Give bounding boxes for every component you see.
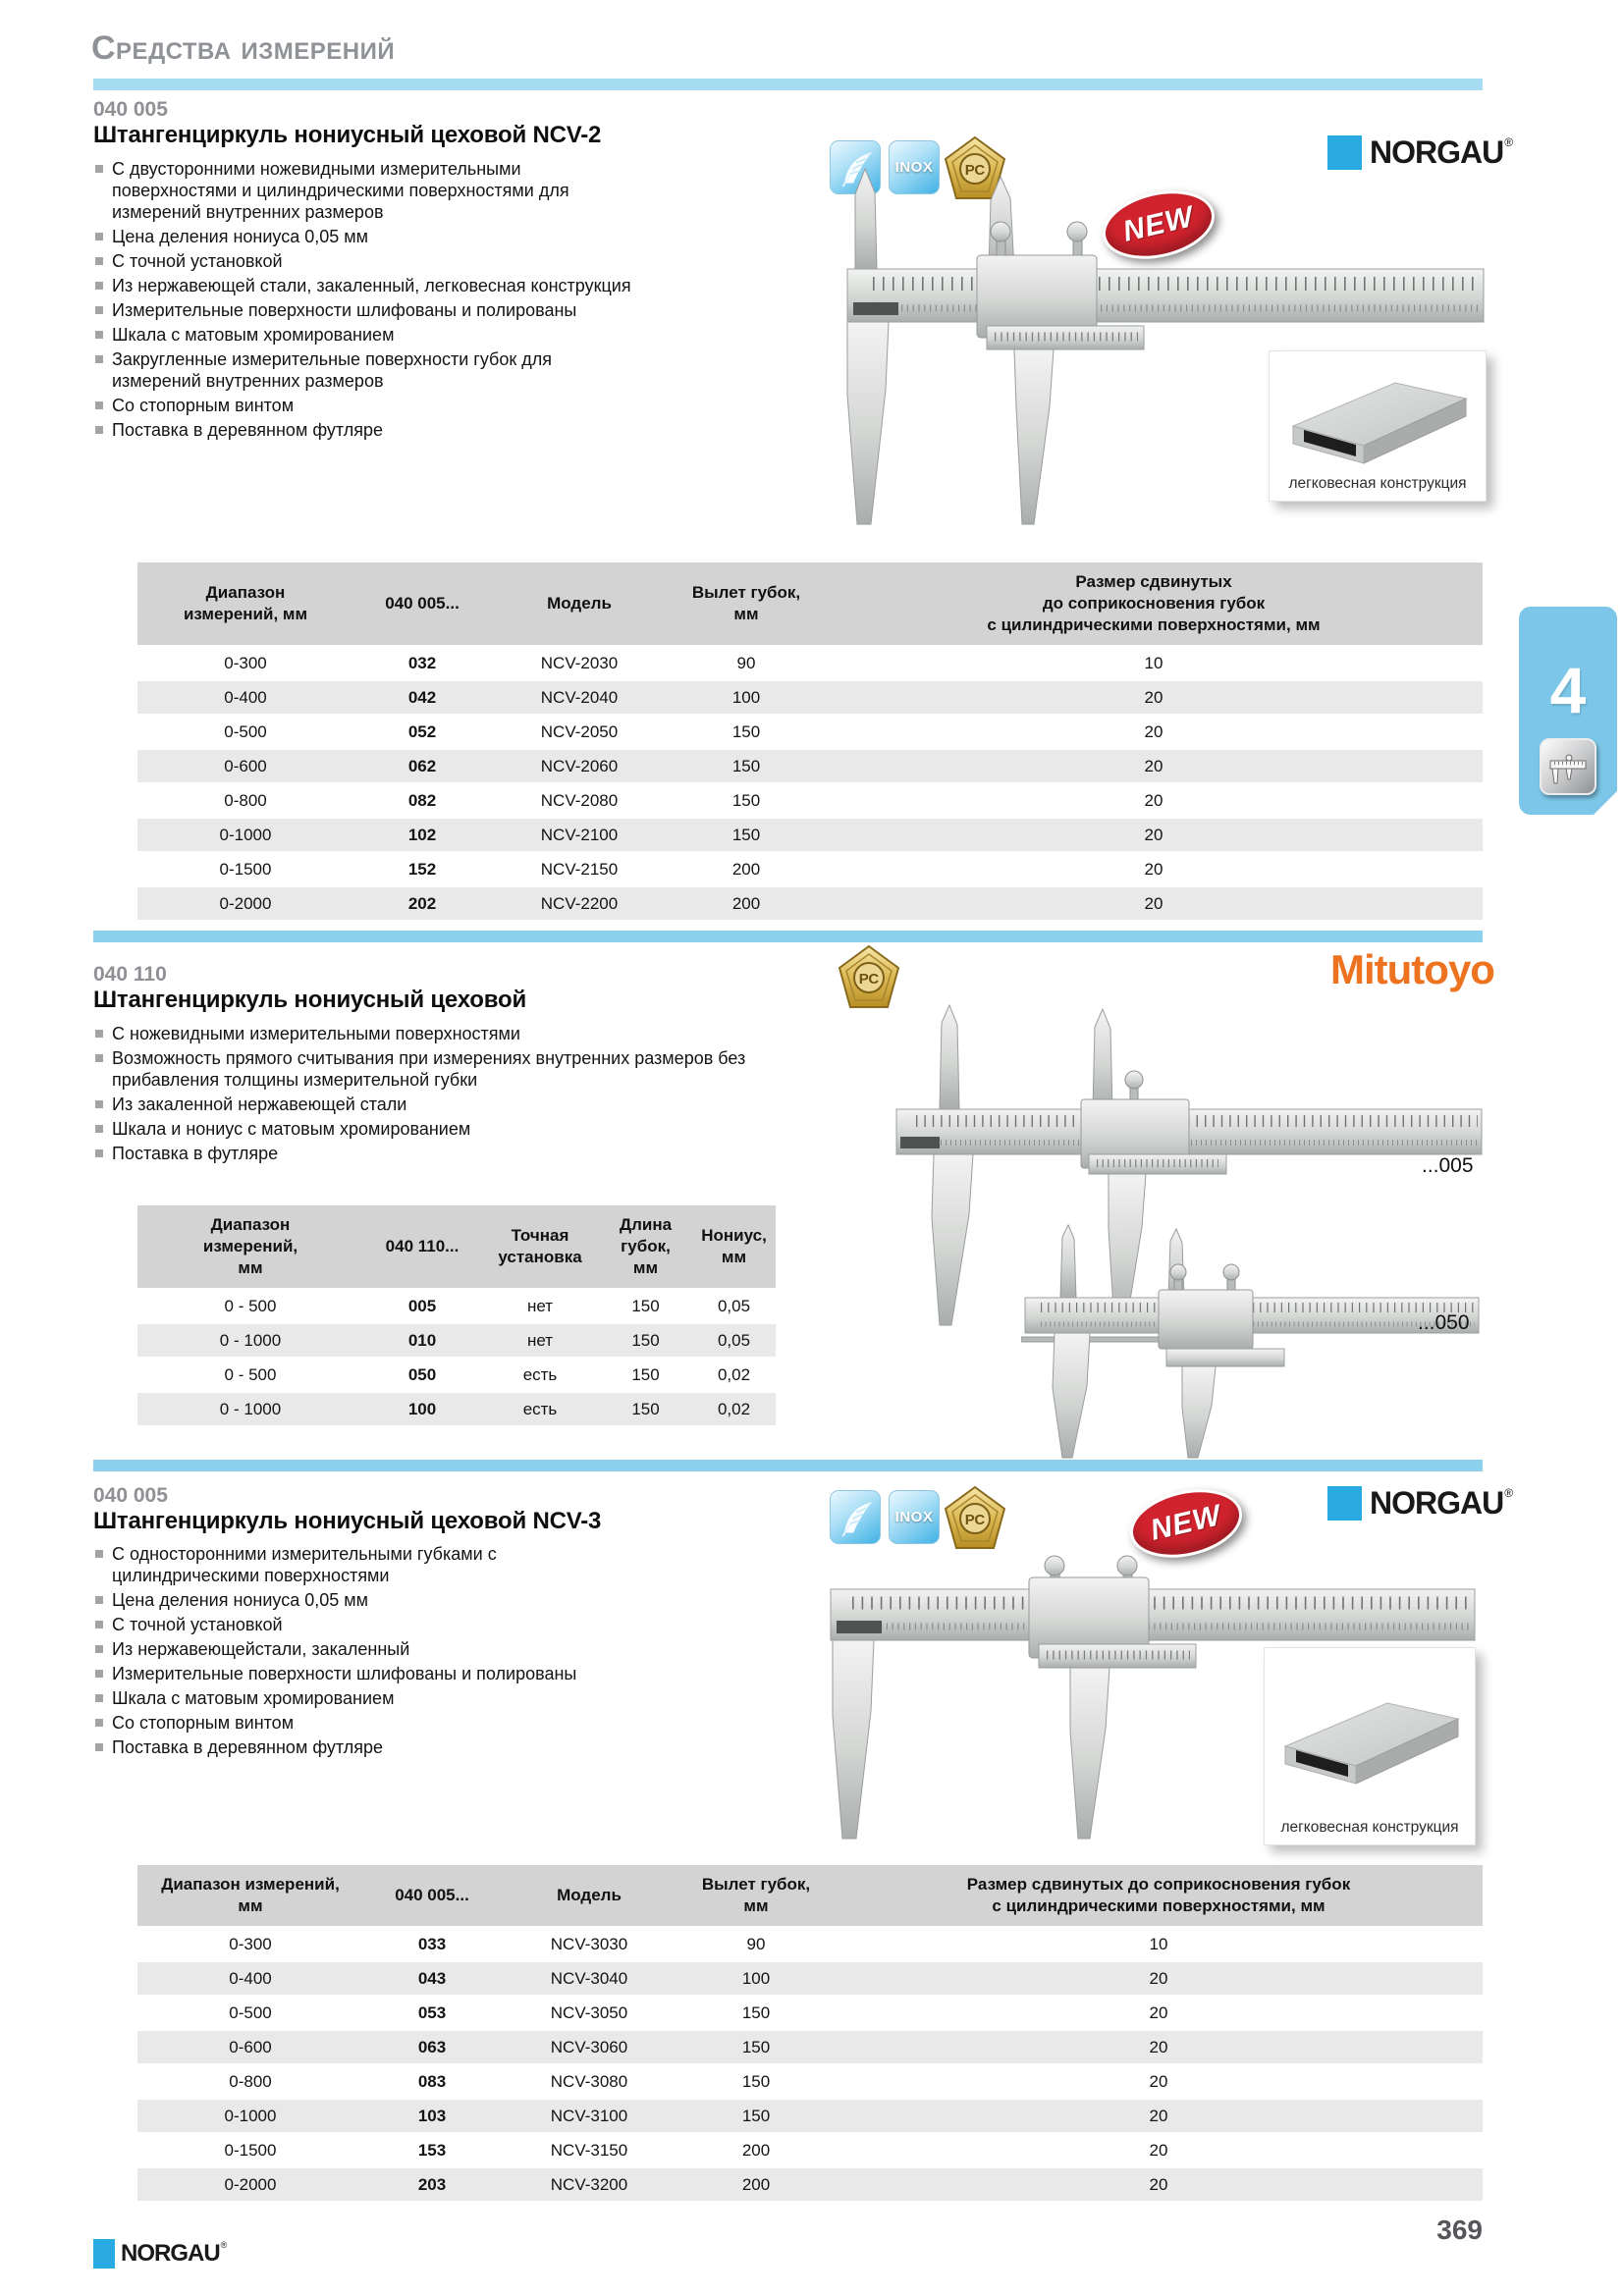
table-cell: 90 (668, 646, 825, 680)
caliper-glyph (1548, 747, 1588, 786)
bullet-square-icon (95, 1670, 103, 1678)
feature-bullet (95, 275, 640, 296)
table-cell: NCV-3200 (501, 2167, 677, 2202)
bullet-square-icon (95, 1125, 103, 1133)
table-row (137, 749, 1483, 783)
table-cell: 0-400 (137, 680, 353, 715)
column-header: Диапазон измерений, мм (137, 1865, 363, 1927)
bullet-square-icon (95, 401, 103, 409)
column-header: Диапазон измерений, мм (137, 562, 353, 646)
table-cell: 150 (599, 1358, 692, 1392)
bullet-text: Со стопорным винтом (112, 1713, 295, 1733)
table-cell: 0-600 (137, 2030, 363, 2064)
column-header: 040 005... (353, 562, 491, 646)
table-cell: 150 (677, 1996, 835, 2030)
table-cell: 043 (363, 1961, 501, 1996)
table-cell: 200 (668, 852, 825, 886)
bullet-text: Возможность прямого считывания при измерениях внутренних размеров без прибавления толщины измерительной губки (112, 1048, 746, 1090)
article-code: 040 110 (93, 963, 167, 986)
table-cell: 005 (363, 1289, 481, 1323)
table-row (137, 1289, 776, 1323)
table-row (137, 1927, 1483, 1961)
table-cell: 0 - 500 (137, 1358, 363, 1392)
column-header: 040 110... (363, 1205, 481, 1289)
table-row (137, 646, 1483, 680)
bullet-text: С двусторонними ножевидными измерительными поверхностями и цилиндрическими поверхностями для измерений внутренних размеров (112, 159, 569, 222)
table-cell: NCV-2200 (491, 886, 668, 921)
chapter-number: 4 (1549, 654, 1587, 726)
table-cell: 100 (668, 680, 825, 715)
table-body (137, 1927, 1483, 2202)
bullet-text: Поставка в футляре (112, 1144, 279, 1163)
product-title: Штангенциркуль нониусный цеховой NCV-3 (93, 1508, 602, 1534)
table-cell: 150 (599, 1323, 692, 1358)
table-row (137, 2064, 1483, 2099)
table-cell: 0-1500 (137, 852, 353, 886)
table-row (137, 852, 1483, 886)
table-row (137, 886, 1483, 921)
bullet-text: Цена деления нониуса 0,05 мм (112, 227, 368, 246)
table-body (137, 1289, 776, 1426)
table-cell: 20 (825, 818, 1483, 852)
table-row (137, 715, 1483, 749)
norgau-logo (1327, 1485, 1513, 1522)
rostest-letters: РС (858, 971, 880, 988)
spec-table-ncv3 (137, 1865, 1483, 2203)
bullet-text: Шкала с матовым хромированием (112, 1688, 395, 1708)
table-cell: 0-800 (137, 783, 353, 818)
table-cell: 20 (835, 2064, 1483, 2099)
column-header: Модель (491, 562, 668, 646)
table-cell: 20 (835, 1961, 1483, 1996)
table-cell: 052 (353, 715, 491, 749)
inox-icon (889, 1490, 940, 1544)
table-row (137, 1358, 776, 1392)
bullet-square-icon (95, 257, 103, 265)
table-cell: 0-600 (137, 749, 353, 783)
feature-bullet (95, 1047, 822, 1091)
table-cell: 20 (835, 2133, 1483, 2167)
table-cell: 150 (599, 1289, 692, 1323)
bullet-square-icon (95, 1149, 103, 1157)
bullet-text: Цена деления нониуса 0,05 мм (112, 1590, 368, 1610)
table-cell: 0-500 (137, 715, 353, 749)
tab-corner-cut (1594, 791, 1617, 815)
feature-list (95, 158, 640, 444)
column-header: Точная установка (481, 1205, 599, 1289)
bullet-square-icon (95, 1054, 103, 1062)
feature-bullet (95, 1712, 635, 1734)
table-cell: 153 (363, 2133, 501, 2167)
table-cell: 20 (835, 2030, 1483, 2064)
norgau-logo-text: NORGAU (1370, 1485, 1504, 1521)
lightweight-construction-photo (1264, 1647, 1476, 1845)
bullet-text: Измерительные поверхности шлифованы и полированы (112, 300, 577, 320)
variant-label-050: ...050 (1418, 1311, 1470, 1334)
table-cell: 053 (363, 1996, 501, 2030)
column-header: Вылет губок, мм (668, 562, 825, 646)
bullet-square-icon (95, 355, 103, 363)
table-cell: NCV-2050 (491, 715, 668, 749)
feature-list (95, 1023, 822, 1167)
table-row (137, 818, 1483, 852)
bullet-text: Закругленные измерительные поверхности губок для измерений внутренних размеров (112, 349, 552, 391)
product-title: Штангенциркуль нониусный цеховой NCV-2 (93, 122, 602, 148)
column-header: Длина губок, мм (599, 1205, 692, 1289)
table-cell: 20 (835, 1996, 1483, 2030)
bullet-square-icon (95, 282, 103, 290)
feature-bullet (95, 1638, 635, 1660)
bullet-text: С точной установкой (112, 1615, 283, 1634)
bullet-square-icon (95, 1550, 103, 1558)
table-cell: 100 (363, 1392, 481, 1426)
inox-label: INOX (894, 1509, 934, 1525)
column-header: Диапазон измерений, мм (137, 1205, 363, 1289)
rostest-letters: РС (964, 1512, 986, 1528)
table-cell: 102 (353, 818, 491, 852)
bullet-square-icon (95, 1719, 103, 1727)
table-cell: 150 (668, 818, 825, 852)
bullet-text: Поставка в деревянном футляре (112, 1737, 384, 1757)
feature-bullet (95, 158, 640, 223)
page-title: Средства измерений (91, 29, 396, 67)
bullet-square-icon (95, 1621, 103, 1629)
table-cell: 150 (677, 2099, 835, 2133)
table-cell: 152 (353, 852, 491, 886)
table-row (137, 1392, 776, 1426)
registered-mark: ® (1504, 135, 1514, 149)
mitutoyo-logo: Mitutoyo (1330, 946, 1494, 992)
table-cell: 150 (668, 783, 825, 818)
table-cell: 20 (825, 749, 1483, 783)
rectangular-tube-image (1279, 365, 1476, 467)
table-body (137, 646, 1483, 921)
rostest-certification-icon (944, 1485, 1006, 1552)
norgau-logo-square (93, 2239, 115, 2269)
table-cell: 0 - 1000 (137, 1323, 363, 1358)
column-header: Размер сдвинутых до соприкосновения губок с цилиндрическими поверхностями, мм (825, 562, 1483, 646)
table-cell: 10 (825, 646, 1483, 680)
table-cell: 200 (677, 2133, 835, 2167)
table-cell: 083 (363, 2064, 501, 2099)
table-cell: 062 (353, 749, 491, 783)
feature-bullet (95, 1023, 822, 1044)
feature-bullet (95, 1118, 822, 1140)
bullet-square-icon (95, 165, 103, 173)
bullet-text: С односторонними измерительными губками с цилиндрическими поверхностями (112, 1544, 497, 1585)
table-cell: NCV-2030 (491, 646, 668, 680)
spec-table-ncv2 (137, 562, 1483, 922)
photo-caption: легковесная конструкция (1288, 475, 1467, 492)
table-cell: 0 - 1000 (137, 1392, 363, 1426)
table-cell: 082 (353, 783, 491, 818)
table-cell: 20 (825, 783, 1483, 818)
table-cell: 150 (668, 715, 825, 749)
table-cell: 0-300 (137, 1927, 363, 1961)
table-cell: NCV-2040 (491, 680, 668, 715)
table-cell: 200 (668, 886, 825, 921)
table-cell: 20 (825, 680, 1483, 715)
norgau-logo-text: NORGAU (121, 2240, 220, 2267)
feature-bullet (95, 1543, 635, 1586)
feature-bullet (95, 1663, 635, 1684)
table-cell: NCV-3060 (501, 2030, 677, 2064)
table-cell: 0-1500 (137, 2133, 363, 2167)
photo-caption: легковесная конструкция (1280, 1819, 1459, 1836)
feature-bullet (95, 1589, 635, 1611)
table-cell: 150 (677, 2064, 835, 2099)
header-divider-bar (93, 79, 1483, 90)
table-cell: 10 (835, 1927, 1483, 1961)
bullet-text: С точной установкой (112, 251, 283, 271)
table-cell: есть (481, 1392, 599, 1426)
table-cell: 200 (677, 2167, 835, 2202)
feature-bullet (95, 348, 640, 392)
table-cell: 20 (825, 852, 1483, 886)
bullet-square-icon (95, 1100, 103, 1108)
feature-bullet (95, 1614, 635, 1635)
table-cell: 90 (677, 1927, 835, 1961)
table-row (137, 680, 1483, 715)
bullet-square-icon (95, 306, 103, 314)
table-cell: 0-2000 (137, 2167, 363, 2202)
table-cell: NCV-2150 (491, 852, 668, 886)
table-cell: NCV-3030 (501, 1927, 677, 1961)
spec-table-040-110 (137, 1205, 776, 1427)
feather-lightweight-icon (830, 1490, 881, 1544)
bullet-text: Из нержавеющей стали, закаленный, легковесная конструкция (112, 276, 631, 295)
column-header: Вылет губок, мм (677, 1865, 835, 1927)
registered-mark: ® (1504, 1486, 1514, 1500)
table-cell: 100 (677, 1961, 835, 1996)
bullet-square-icon (95, 1645, 103, 1653)
table-cell: 0,05 (692, 1289, 776, 1323)
section-divider-bar (93, 931, 1483, 942)
feature-bullet (95, 250, 640, 272)
new-badge-text: NEW (1147, 1499, 1225, 1547)
table-cell: 0-1000 (137, 2099, 363, 2133)
table-row (137, 1961, 1483, 1996)
table-cell: 0-400 (137, 1961, 363, 1996)
table-cell: NCV-2080 (491, 783, 668, 818)
feature-list (95, 1543, 635, 1761)
feather-glyph (836, 1497, 875, 1538)
table-cell: нет (481, 1323, 599, 1358)
bullet-text: С ножевидными измерительными поверхностями (112, 1024, 520, 1043)
rostest-letters: РС (964, 162, 986, 179)
caliper-photo-mitutoyo-050 (1021, 1219, 1483, 1463)
article-code: 040 005 (93, 1484, 168, 1507)
feature-bullet (95, 1143, 822, 1164)
column-header: Модель (501, 1865, 677, 1927)
bullet-text: Из закаленной нержавеющей стали (112, 1095, 407, 1114)
bullet-square-icon (95, 1596, 103, 1604)
feature-bullet (95, 1687, 635, 1709)
page-number: 369 (1436, 2215, 1483, 2245)
table-cell: NCV-2100 (491, 818, 668, 852)
table-cell: NCV-3100 (501, 2099, 677, 2133)
table-cell: 032 (353, 646, 491, 680)
bullet-text: Из нержавеющейстали, закаленный (112, 1639, 410, 1659)
norgau-logo-square (1327, 1486, 1362, 1521)
bullet-square-icon (95, 426, 103, 434)
table-cell: нет (481, 1289, 599, 1323)
bullet-square-icon (95, 1694, 103, 1702)
table-cell: 0,02 (692, 1392, 776, 1426)
table-row (137, 1996, 1483, 2030)
table-cell: NCV-3080 (501, 2064, 677, 2099)
table-cell: 0,05 (692, 1323, 776, 1358)
bullet-text: Со стопорным винтом (112, 396, 295, 415)
table-header-row (137, 1205, 776, 1289)
table-row (137, 783, 1483, 818)
table-row (137, 2030, 1483, 2064)
registered-mark: ® (220, 2240, 228, 2250)
table-cell: NCV-3150 (501, 2133, 677, 2167)
caliper-chapter-icon (1540, 738, 1596, 795)
new-badge-text: NEW (1119, 200, 1198, 248)
bullet-square-icon (95, 331, 103, 339)
table-cell: 0 - 500 (137, 1289, 363, 1323)
table-cell: 203 (363, 2167, 501, 2202)
table-cell: 0-800 (137, 2064, 363, 2099)
table-cell: 0-2000 (137, 886, 353, 921)
table-cell: 20 (835, 2099, 1483, 2133)
table-row (137, 1323, 776, 1358)
feature-bullet (95, 324, 640, 346)
feature-bullet (95, 1094, 822, 1115)
table-row (137, 2167, 1483, 2202)
bullet-text: Поставка в деревянном футляре (112, 420, 384, 440)
bullet-square-icon (95, 233, 103, 240)
table-cell: 033 (363, 1927, 501, 1961)
table-cell: 150 (677, 2030, 835, 2064)
table-header-row (137, 562, 1483, 646)
bullet-square-icon (95, 1030, 103, 1038)
table-row (137, 2099, 1483, 2133)
table-cell: 050 (363, 1358, 481, 1392)
table-cell: 0,02 (692, 1358, 776, 1392)
rectangular-tube-image (1271, 1685, 1468, 1788)
table-cell: 0-1000 (137, 818, 353, 852)
footer-norgau-logo (93, 2239, 227, 2269)
table-cell: NCV-3040 (501, 1961, 677, 1996)
article-code: 040 005 (93, 98, 168, 121)
table-cell: 0-300 (137, 646, 353, 680)
inox-label: INOX (894, 159, 934, 176)
feature-bullet (95, 419, 640, 441)
table-cell: 150 (599, 1392, 692, 1426)
table-cell: 20 (835, 2167, 1483, 2202)
table-cell: 202 (353, 886, 491, 921)
table-cell: 150 (668, 749, 825, 783)
column-header: Нониус, мм (692, 1205, 776, 1289)
bullet-square-icon (95, 1743, 103, 1751)
table-cell: 010 (363, 1323, 481, 1358)
feature-bullet (95, 1736, 635, 1758)
table-cell: 20 (825, 886, 1483, 921)
table-cell: NCV-2060 (491, 749, 668, 783)
table-cell: 103 (363, 2099, 501, 2133)
table-cell: 20 (825, 715, 1483, 749)
column-header: 040 005... (363, 1865, 501, 1927)
lightweight-construction-photo (1269, 350, 1487, 502)
variant-label-005: ...005 (1422, 1154, 1474, 1177)
product-title: Штангенциркуль нониусный цеховой (93, 987, 526, 1013)
feature-bullet (95, 299, 640, 321)
table-row (137, 2133, 1483, 2167)
table-cell: 042 (353, 680, 491, 715)
rostest-glyph (944, 1485, 1006, 1552)
table-cell: 063 (363, 2030, 501, 2064)
bullet-text: Измерительные поверхности шлифованы и полированы (112, 1664, 577, 1683)
table-cell: NCV-3050 (501, 1996, 677, 2030)
norgau-logo-text: NORGAU (1370, 134, 1504, 170)
table-header-row (137, 1865, 1483, 1927)
feature-bullet (95, 395, 640, 416)
feature-bullet (95, 226, 640, 247)
section-divider-bar (93, 1460, 1483, 1471)
table-cell: есть (481, 1358, 599, 1392)
table-cell: 0-500 (137, 1996, 363, 2030)
column-header: Размер сдвинутых до соприкосновения губок с цилиндрическими поверхностями, мм (835, 1865, 1483, 1927)
chapter-tab (1519, 607, 1617, 815)
bullet-text: Шкала с матовым хромированием (112, 325, 395, 345)
bullet-text: Шкала и нониус с матовым хромированием (112, 1119, 471, 1139)
